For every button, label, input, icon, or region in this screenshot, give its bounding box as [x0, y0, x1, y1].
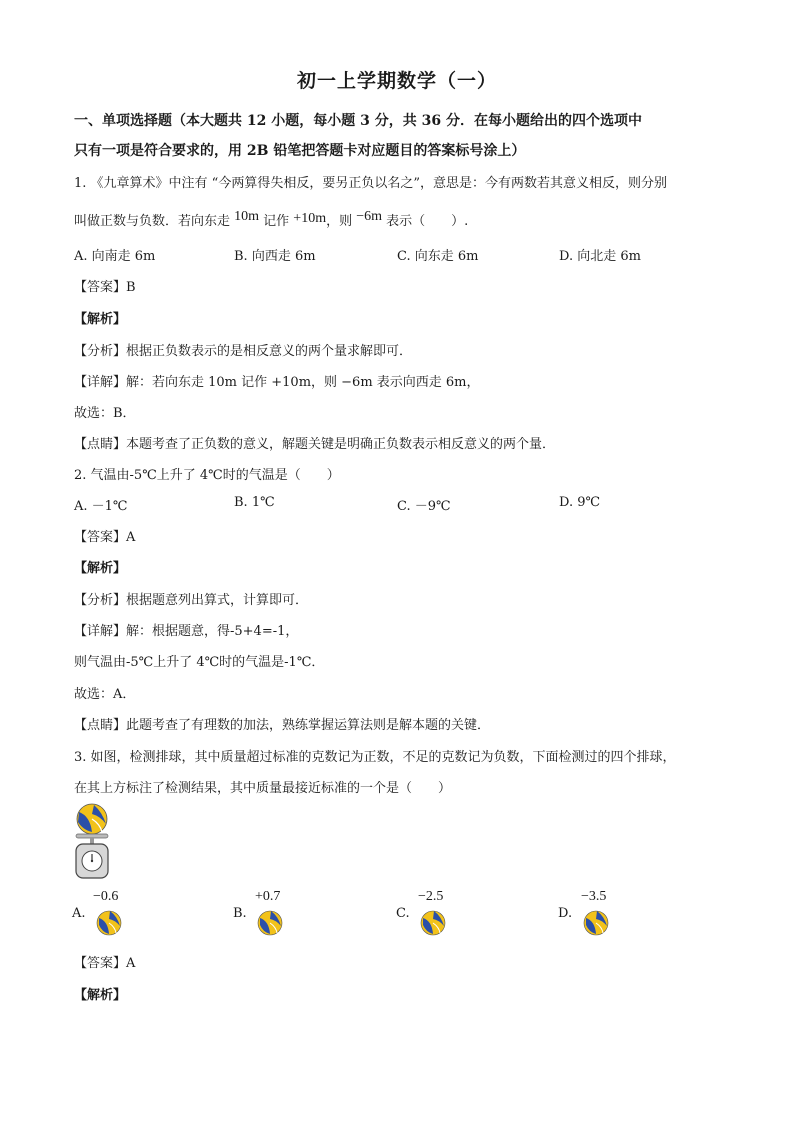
q2-xiangjie: 【详解】解：根据题意，得-5+4=-1， [74, 624, 299, 639]
q2-dianjing: 【点睛】此题考查了有理数的加法，熟练掌握运算法则是解本题的关键． [74, 718, 491, 733]
q1-stem-line2 [74, 210, 468, 230]
scale-icon [76, 834, 108, 878]
q3-option-d-label: D. [558, 906, 573, 921]
q1-option-d: D. 向北走 6m [559, 249, 641, 264]
section-header-line2: 只有一项是符合要求的，用 2B 铅笔把答题卡对应题目的答案标号涂上） [74, 143, 526, 159]
q3-option-c-value: −2.5 [418, 889, 444, 904]
q1-math-plus10m: +10m [293, 211, 327, 226]
page-title: 初一上学期数学（一） [296, 70, 497, 92]
q3-option-d-value: −3.5 [581, 889, 607, 904]
q3-option-a-value: −0.6 [93, 889, 119, 904]
q3-stem-line2: 在其上方标注了检测结果，其中质量最接近标准的一个是（ ） [74, 781, 452, 796]
q2-option-d: D. 9℃ [559, 495, 601, 510]
q2-option-b: B. 1℃ [234, 495, 275, 510]
q2-result: 则气温由-5℃上升了 4℃时的气温是-1℃． [74, 655, 325, 670]
volleyball-icon [96, 910, 122, 936]
section-header-line1: 一、单项选择题（本大题共 12 小题，每小题 3 分，共 36 分．在每小题给出的四个选项中 [74, 113, 642, 129]
volleyball-icon [420, 910, 446, 936]
q1-stem-text: ，则 [326, 214, 357, 229]
q1-stem-line1: 1. 《九章算术》中注有 “今两算得失相反，要另正负以名之”，意思是：今有两数若其意义相反，则分别 [74, 176, 667, 191]
q1-guxuan: 故选：B． [74, 406, 136, 421]
q1-stem-text: 记作 [259, 214, 294, 229]
q1-option-a: A. 向南走 6m [74, 249, 156, 264]
q2-answer: 【答案】A [74, 530, 136, 545]
q3-option-c-label: C. [396, 906, 410, 921]
scale-figure [72, 802, 114, 882]
volleyball-icon [257, 910, 283, 936]
q1-option-c: C. 向东走 6m [397, 249, 479, 264]
volleyball-icon [583, 910, 609, 936]
q3-answer: 【答案】A [74, 956, 136, 971]
q2-option-a: A. －1℃ [74, 499, 128, 514]
q3-jiexi: 【解析】 [74, 988, 127, 1003]
q3-option-a-label: A. [72, 906, 86, 921]
q2-jiexi: 【解析】 [74, 561, 127, 576]
q2-fenxi: 【分析】根据题意列出算式，计算即可． [74, 593, 309, 608]
q2-option-c: C. －9℃ [397, 499, 451, 514]
q1-math-minus6m: −6m [356, 209, 383, 224]
q3-option-b-label: B. [233, 906, 247, 921]
q3-stem-line1: 3. 如图，检测排球，其中质量超过标准的克数记为正数，不足的克数记为负数，下面检测过的四个排球， [74, 750, 676, 765]
q1-stem-text: 叫做正数与负数．若向东走 [74, 214, 235, 229]
q1-answer: 【答案】B [74, 280, 136, 295]
q2-stem: 2. 气温由-5℃上升了 4℃时的气温是（ ） [74, 468, 340, 483]
volleyball-icon [77, 804, 107, 834]
q1-math-10m: 10m [234, 209, 260, 224]
q1-xiangjie: 【详解】解：若向东走 10m 记作 +10m，则 −6m 表示向西走 6m， [74, 375, 480, 390]
q1-fenxi: 【分析】根据正负数表示的是相反意义的两个量求解即可． [74, 344, 413, 359]
q1-stem-text: 表示（ ）. [382, 214, 469, 229]
q1-option-b: B. 向西走 6m [234, 249, 316, 264]
q2-guxuan: 故选：A． [74, 687, 136, 702]
q1-jiexi: 【解析】 [74, 312, 127, 327]
q1-dianjing: 【点睛】本题考查了正负数的意义，解题关键是明确正负数表示相反意义的两个量． [74, 437, 556, 452]
q3-option-b-value: +0.7 [255, 889, 281, 904]
